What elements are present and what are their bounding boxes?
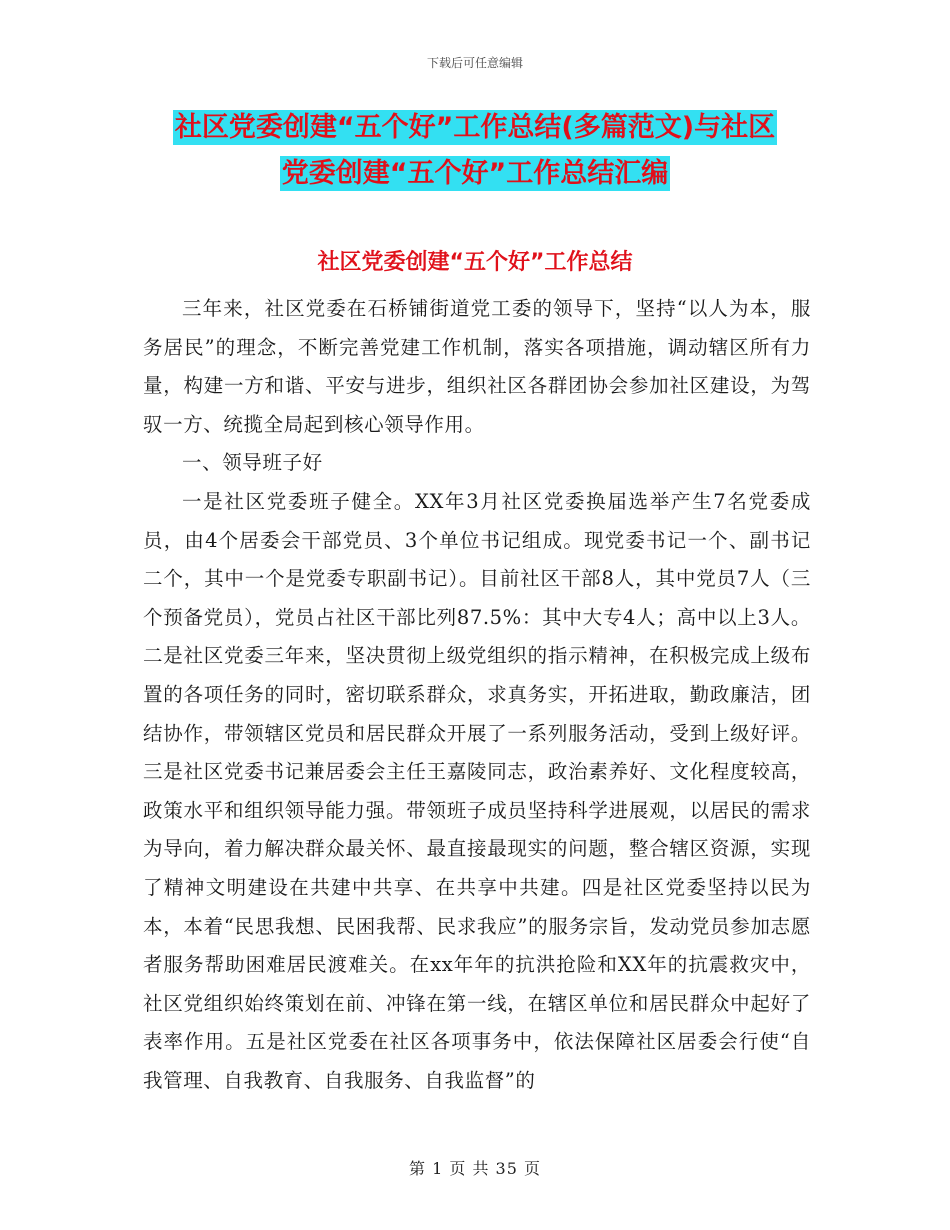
document-title-line-1: [0, 108, 950, 148]
page-number-footer: 第 1 页 共 35 页: [409, 1159, 541, 1178]
paragraph-heading-leadership: 一、领导班子好: [182, 451, 323, 475]
paragraph-leadership-detail: 一是社区党委班子健全。XX年3月社区党委换届选举产生7名党委成员，由4个居委会干部党员、3个单位书记组成。现党委书记一个、副书记二个，其中一个是党委专职副书记）。目前社区干部8人，其中党员7人（三个预备党员），党员占社区干部比列87.5%：其中大专4人；高中以上3人。二是社区党委三年来，坚决贯彻上级党组织的指示精神，在积极完成上级布置的各项任务的同时，密切联系群众，求真务实，开拓进取，勤政廉洁，团结协作，带领辖区党员和居民群众开展了一系列服务活动，受到上级好评。三是社区党委书记兼居委会主任王嘉陵同志，政治素养好、文化程度较高，政策水平和组织领导能力强。带领班子成员坚持科学进展观，以居民的需求为导向，着力解决群众最关怀、最直接最现实的问题，整合辖区资源，实现了精神文明建设在共建中共享、在共享中共建。四是社区党委坚持以民为本，本着“民思我想、民困我帮、民求我应”的服务宗旨，发动党员参加志愿者服务帮助困难居民渡难关。在xx年年的抗洪抢险和XX年的抗震救灾中，社区党组织始终策划在前、冲锋在第一线，在辖区单位和居民群众中起好了表率作用。五是社区党委在社区各项事务中，依法保障社区居委会行使“自我管理、自我教育、自我服务、自我监督”的: [143, 489, 811, 1092]
paragraph-intro: 三年来，社区党委在石桥铺街道党工委的领导下，坚持“以人为本，服务居民”的理念，不断完善党建工作机制，落实各项措施，调动辖区所有力量，构建一方和谐、平安与进步，组织社区各群团协会参加社区建设，为驾驭一方、统揽全局起到核心领导作用。: [143, 297, 811, 436]
document-title-line-2-text: 党委创建“五个好”工作总结汇编: [281, 158, 669, 189]
section-title: 社区党委创建“五个好”工作总结: [317, 250, 633, 275]
document-title-line-2: [0, 154, 950, 194]
document-body: [143, 290, 811, 1100]
document-title-line-1-text: 社区党委创建“五个好”工作总结(多篇范文)与社区: [174, 112, 776, 143]
page-header-note: 下载后可任意编辑: [426, 56, 523, 70]
